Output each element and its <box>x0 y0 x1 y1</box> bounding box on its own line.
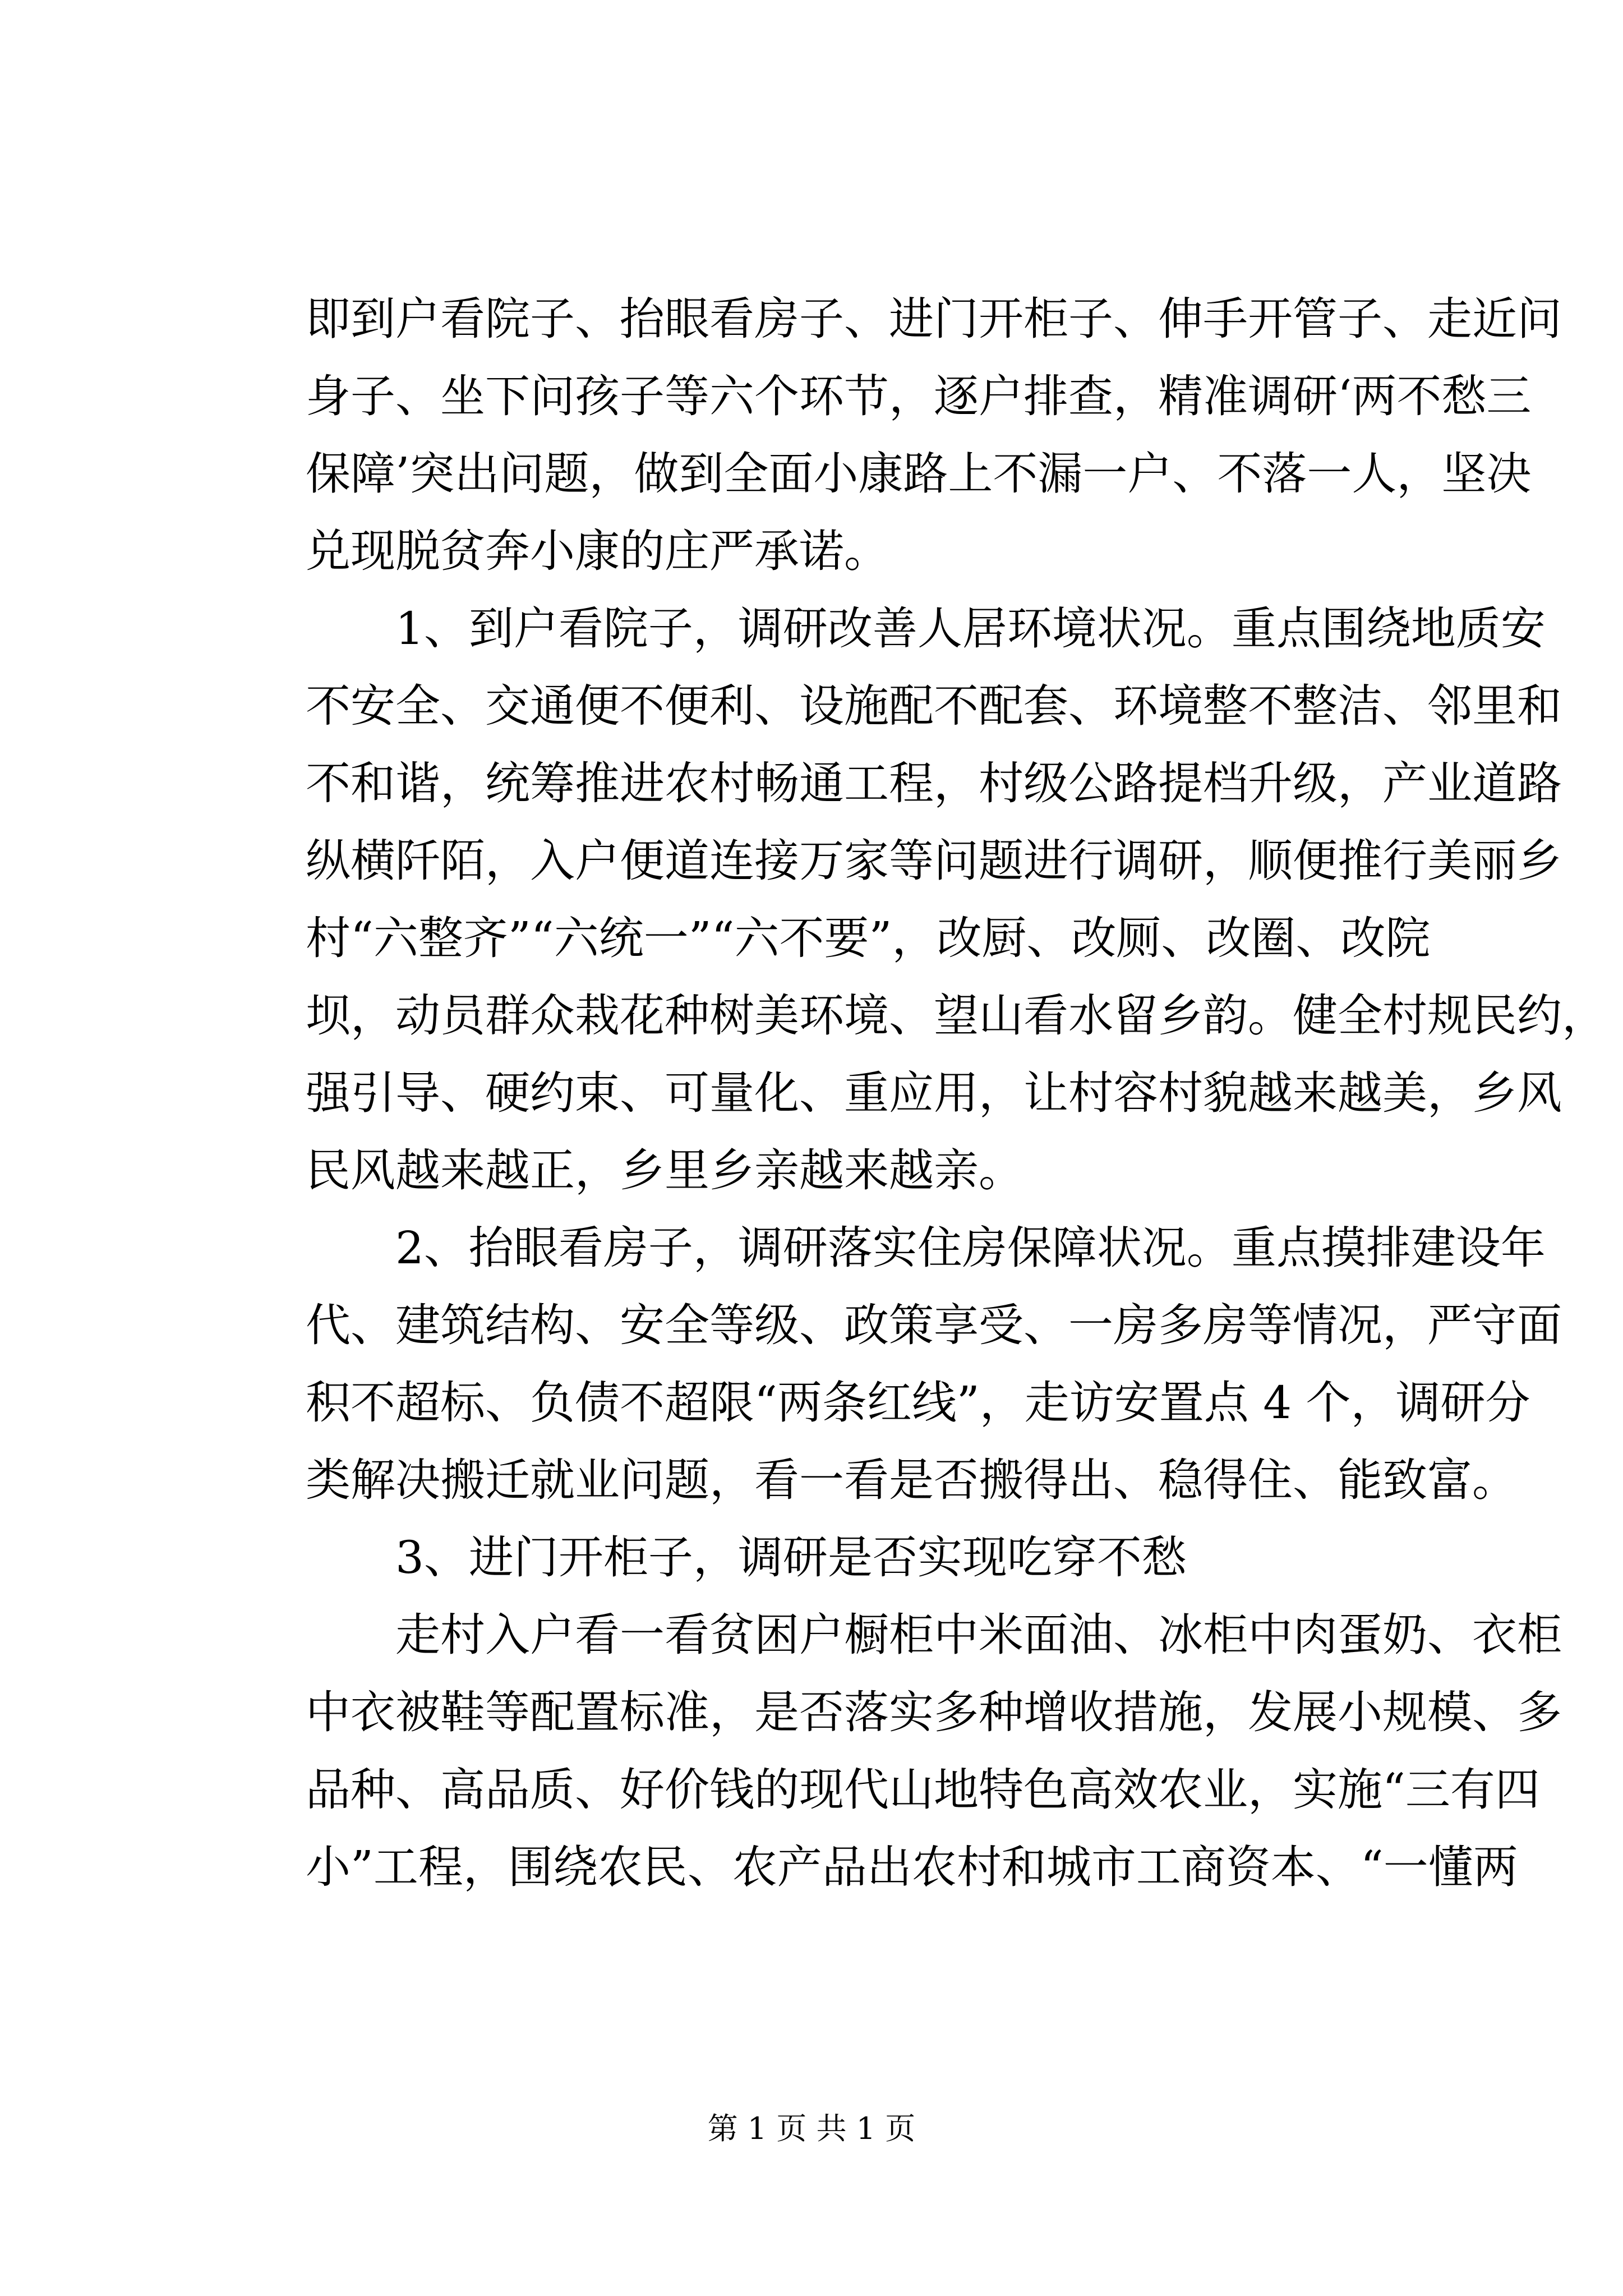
text-line: 积不超标、负债不超限“两条红线”，走访安置点 4 个，调研分 <box>306 1377 1530 1429</box>
text-line: 品种、高品质、好价钱的现代山地特色高效农业，实施“三有四 <box>306 1764 1540 1816</box>
text-line: 不和谐，统筹推进农村畅通工程，村级公路提档升级，产业道路 <box>306 757 1562 809</box>
text-line: 即到户看院子、抬眼看房子、进门开柜子、伸手开管子、走近问 <box>306 293 1562 345</box>
document-body <box>306 280 1607 1906</box>
text-line: 兑现脱贫奔小康的庄严承诺。 <box>306 525 889 577</box>
section-heading: 3、进门开柜子，调研是否实现吃穿不愁 <box>395 1531 1187 1584</box>
text-line: 坝，动员群众栽花种树美环境、望山看水留乡韵。健全村规民约， <box>306 990 1607 1042</box>
text-line: 强引导、硬约束、可量化、重应用，让村容村貌越来越美，乡风 <box>306 1067 1562 1119</box>
text-line: 代、建筑结构、安全等级、政策享受、一房多房等情况，严守面 <box>306 1299 1562 1351</box>
text-line: 类解决搬迁就业问题，看一看是否搬得出、稳得住、能致富。 <box>306 1454 1517 1506</box>
text-line: 走村入户看一看贫困户橱柜中米面油、冰柜中肉蛋奶、衣柜 <box>395 1609 1562 1661</box>
text-line: 小”工程，围绕农民、农产品出农村和城市工商资本、“一懂两 <box>306 1841 1518 1893</box>
text-line: 村“六整齐”“六统一”“六不要”，改厨、改厕、改圈、改院 <box>306 912 1431 964</box>
text-line: 民风越来越正，乡里乡亲越来越亲。 <box>306 1144 1023 1197</box>
text-line: 1、到户看院子，调研改善人居环境状况。重点围绕地质安 <box>395 602 1546 655</box>
text-line: 身子、坐下问孩子等六个环节，逐户排查，精准调研‘两不愁三 <box>306 370 1532 422</box>
page-number-label: 第 1 页 共 1 页 <box>707 2111 916 2146</box>
text-line: 保障’突出问题，做到全面小康路上不漏一户、不落一人，坚决 <box>306 448 1532 500</box>
text-line: 纵横阡陌，入户便道连接万家等问题进行调研，顺便推行美丽乡 <box>306 835 1562 887</box>
text-line: 不安全、交通便不便利、设施配不配套、环境整不整洁、邻里和 <box>306 680 1562 732</box>
page-footer <box>0 2109 1623 2148</box>
text-line: 中衣被鞋等配置标准，是否落实多种增收措施，发展小规模、多 <box>306 1686 1562 1738</box>
text-line: 2、抬眼看房子，调研落实住房保障状况。重点摸排建设年 <box>395 1222 1546 1274</box>
